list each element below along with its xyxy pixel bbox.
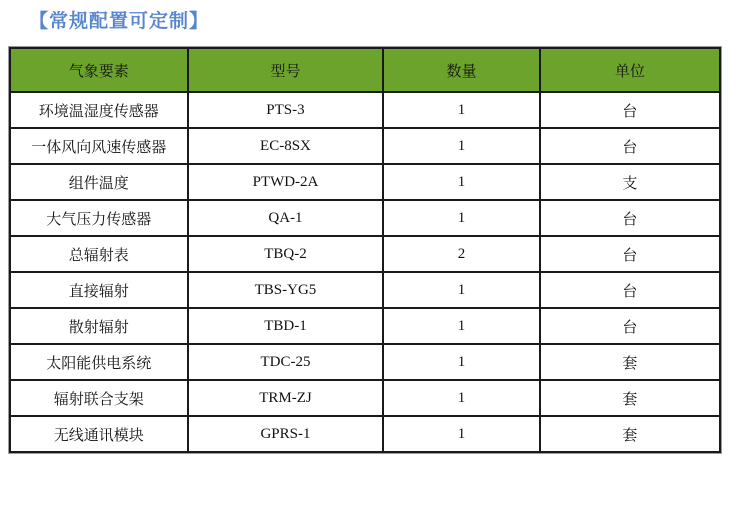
quantity-cell: 1 <box>383 344 539 380</box>
unit-cell: 支 <box>540 164 720 200</box>
quantity-cell: 1 <box>383 92 539 128</box>
spec-table <box>9 47 721 453</box>
element-cell: 组件温度 <box>10 164 188 200</box>
element-cell: 总辐射表 <box>10 236 188 272</box>
element-cell: 大气压力传感器 <box>10 200 188 236</box>
table-row <box>10 380 720 416</box>
page-title: 【常规配置可定制】 <box>29 11 210 32</box>
unit-cell: 台 <box>540 92 720 128</box>
element-cell: 太阳能供电系统 <box>10 344 188 380</box>
unit-cell: 台 <box>540 200 720 236</box>
model-cell: EC-8SX <box>188 128 384 164</box>
quantity-cell: 1 <box>383 200 539 236</box>
table-row <box>10 164 720 200</box>
table-row <box>10 416 720 452</box>
unit-cell: 台 <box>540 272 720 308</box>
model-cell: TBQ-2 <box>188 236 384 272</box>
quantity-cell: 1 <box>383 308 539 344</box>
unit-cell: 套 <box>540 380 720 416</box>
table-row <box>10 236 720 272</box>
quantity-cell: 1 <box>383 416 539 452</box>
header-element: 气象要素 <box>10 48 188 92</box>
element-cell: 直接辐射 <box>10 272 188 308</box>
unit-cell: 套 <box>540 344 720 380</box>
quantity-cell: 1 <box>383 164 539 200</box>
element-cell: 辐射联合支架 <box>10 380 188 416</box>
table-row <box>10 128 720 164</box>
spec-table-container <box>8 46 722 454</box>
unit-cell: 台 <box>540 236 720 272</box>
element-cell: 散射辐射 <box>10 308 188 344</box>
table-row <box>10 308 720 344</box>
header-unit: 单位 <box>540 48 720 92</box>
table-body <box>10 92 720 452</box>
quantity-cell: 1 <box>383 380 539 416</box>
table-row <box>10 344 720 380</box>
quantity-cell: 2 <box>383 236 539 272</box>
model-cell: GPRS-1 <box>188 416 384 452</box>
model-cell: TBD-1 <box>188 308 384 344</box>
quantity-cell: 1 <box>383 272 539 308</box>
table-row <box>10 200 720 236</box>
unit-cell: 台 <box>540 128 720 164</box>
element-cell: 环境温湿度传感器 <box>10 92 188 128</box>
table-row <box>10 92 720 128</box>
model-cell: PTWD-2A <box>188 164 384 200</box>
unit-cell: 台 <box>540 308 720 344</box>
model-cell: TRM-ZJ <box>188 380 384 416</box>
quantity-cell: 1 <box>383 128 539 164</box>
header-model: 型号 <box>188 48 384 92</box>
model-cell: TDC-25 <box>188 344 384 380</box>
table-header-row <box>10 48 720 92</box>
table-row <box>10 272 720 308</box>
element-cell: 无线通讯模块 <box>10 416 188 452</box>
model-cell: TBS-YG5 <box>188 272 384 308</box>
element-cell: 一体风向风速传感器 <box>10 128 188 164</box>
unit-cell: 套 <box>540 416 720 452</box>
header-quantity: 数量 <box>383 48 539 92</box>
model-cell: QA-1 <box>188 200 384 236</box>
model-cell: PTS-3 <box>188 92 384 128</box>
